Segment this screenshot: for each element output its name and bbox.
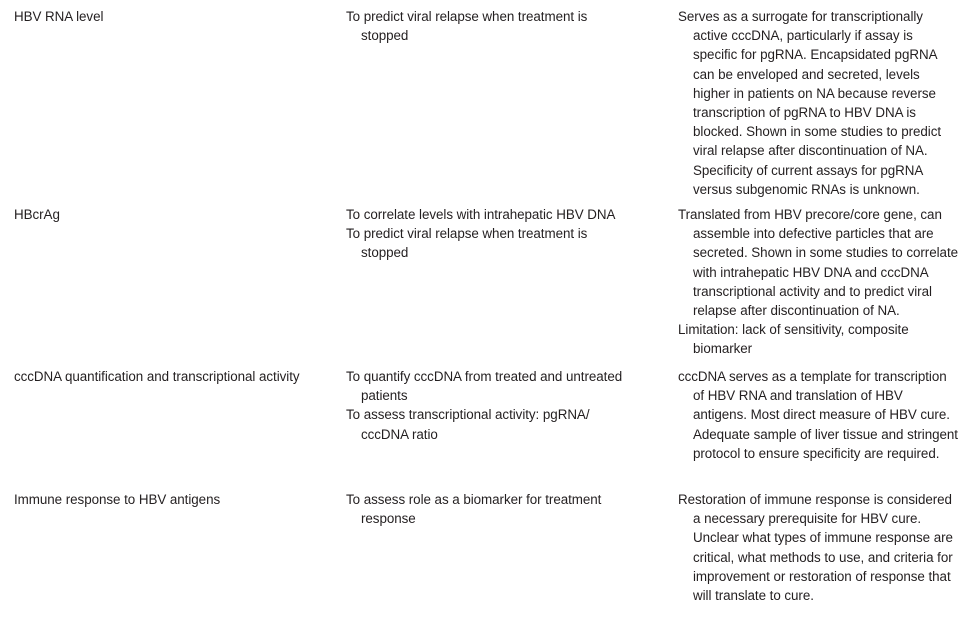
- comment-text: Restoration of immune response is considered a necessary prerequisite for HBV cure. Unclear what types of immune response are critical, what methods to use, and criteria for improvement or restoration of response that will translate to cure.: [678, 492, 953, 604]
- comments-cell: [678, 490, 960, 605]
- comments-cell: [678, 367, 960, 463]
- purpose-text: To assess transcriptional activity: pgRNA/ cccDNA ratio: [346, 407, 590, 442]
- biomarker-cell: [14, 205, 314, 224]
- biomarker-name: cccDNA quantification and transcriptional activity: [14, 369, 300, 384]
- biomarker-name: HBV RNA level: [14, 9, 104, 24]
- purpose-cell: [346, 367, 636, 444]
- comment-text: Serves as a surrogate for transcriptionally active cccDNA, particularly if assay is specific for pgRNA. Encapsidated pgRNA can be enveloped and secreted, levels higher in patients on NA because reverse transcription of pgRNA to HBV DNA is blocked. Shown in some studies to predict viral relapse after discontinuation of NA. Specificity of current assays for pgRNA versus subgenomic RNAs is unknown.: [678, 9, 942, 197]
- comments-cell: [678, 7, 960, 199]
- biomarker-name: Immune response to HBV antigens: [14, 492, 221, 507]
- biomarker-cell: [14, 490, 314, 509]
- comment-text: Limitation: lack of sensitivity, composite biomarker: [678, 322, 909, 357]
- biomarker-name: HBcrAg: [14, 207, 60, 222]
- comment-text: Translated from HBV precore/core gene, can assemble into defective particles that are secreted. Shown in some studies to correlate with intrahepatic HBV DNA and cccDNA transcriptional activity and to predict viral relapse after discontinuation of NA.: [678, 207, 959, 319]
- biomarker-cell: [14, 7, 314, 26]
- purpose-cell: [346, 205, 636, 263]
- biomarker-cell: [14, 367, 314, 386]
- purpose-text: To quantify cccDNA from treated and untreated patients: [346, 369, 623, 404]
- comment-text: cccDNA serves as a template for transcription of HBV RNA and translation of HBV antigens. Most direct measure of HBV cure. Adequate sample of liver tissue and stringent protocol to ensure specificity are required.: [678, 369, 958, 461]
- purpose-cell: [346, 490, 636, 528]
- purpose-text: To predict viral relapse when treatment is stopped: [346, 226, 588, 261]
- purpose-text: To predict viral relapse when treatment is stopped: [346, 9, 588, 44]
- purpose-text: To assess role as a biomarker for treatment response: [346, 492, 602, 527]
- comments-cell: [678, 205, 960, 359]
- purpose-cell: [346, 7, 636, 45]
- purpose-text: To correlate levels with intrahepatic HBV DNA: [346, 207, 616, 222]
